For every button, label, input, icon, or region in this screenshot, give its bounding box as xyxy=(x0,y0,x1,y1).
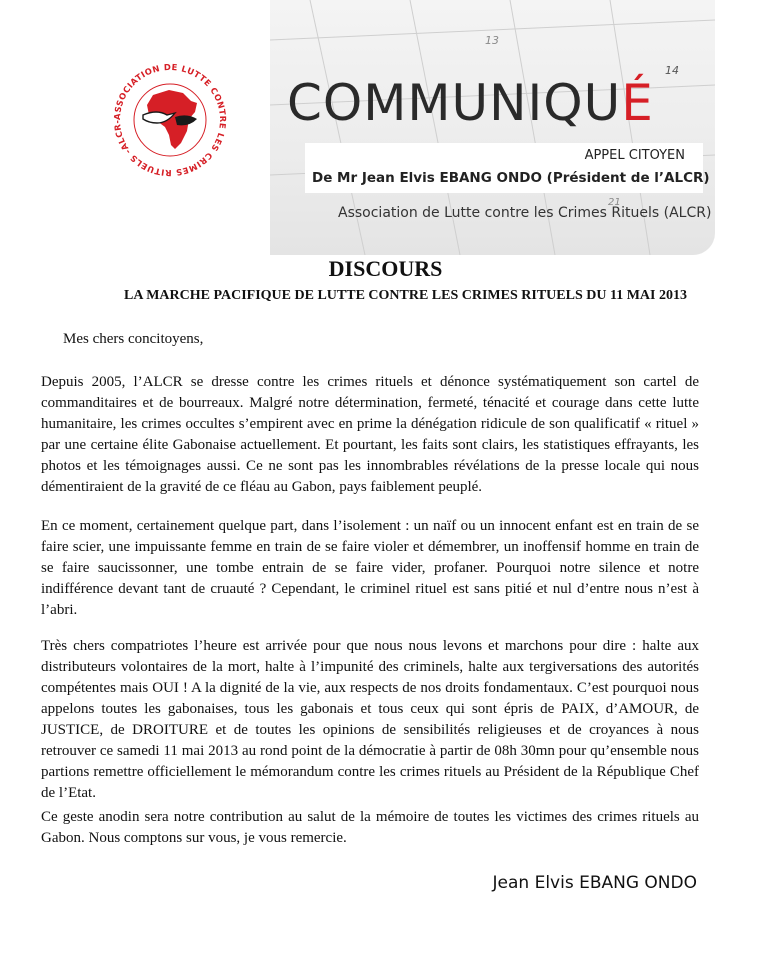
signature: Jean Elvis EBANG ONDO xyxy=(492,873,697,893)
document-subtitle: LA MARCHE PACIFIQUE DE LUTTE CONTRE LES CRIMES RITUELS DU 11 MAI 2013 xyxy=(124,288,687,303)
association-name: Association de Lutte contre les Crimes Rituels (ALCR) xyxy=(338,205,712,221)
title-main: COMMUNIQU xyxy=(287,74,622,132)
paragraph: En ce moment, certainement quelque part, dans l’isolement : un naïf ou un innocent enfant est en train de se faire scier, une impuissante femme en train de se faire violer et démembrer, un inoffensif homme en train de se faire saucissonner, une tombe entrain de se faire vider, profaner. Pourquoi notre silence et notre indifférence devant tant de cruauté ? Cependant, le criminel rituel est sans pitié et nul d’entre nous n’est à l’abri. xyxy=(41,518,699,618)
calendar-number: 14 xyxy=(665,64,679,77)
calendar-number: 21 xyxy=(608,197,621,208)
title-accent-letter: É xyxy=(621,74,654,132)
paragraph: Depuis 2005, l’ALCR se dresse contre les crimes rituels et dénonce systématiquement son cartel de commanditaires et de bourreaux. Malgré notre détermination, fermeté, ténacité et courage dans cette lutte humanitaire, les crimes occultes s’empirent avec en prime la dénégation ridicule de son qualificatif « rituel » par une certaine élite Gabonaise actuellement. Et pourtant, les faits sont clairs, les statistiques effrayants, les photos et les témoignages aussi. Ce ne sont pas les innombrables révélations de la presse locale qui nous démentiraient de la gravité de ce fléau au Gabon, pays faiblement peuplé. xyxy=(41,374,699,495)
salutation: Mes chers concitoyens, xyxy=(63,331,204,347)
document-heading: DISCOURS xyxy=(328,256,443,281)
alcr-logo xyxy=(105,55,235,185)
president-line: De Mr Jean Elvis EBANG ONDO (Président de l’ALCR) xyxy=(312,170,710,186)
logo-ring-text: ASSOCIATION DE LUTTE CONTRE LES CRIMES RITUELS -ALCR- xyxy=(111,61,229,179)
paragraph: Ce geste anodin sera notre contribution au salut de la mémoire de toutes les victimes des crimes rituels au Gabon. Nous comptons sur vous, je vous remercie. xyxy=(41,809,699,846)
appel-label: APPEL CITOYEN xyxy=(584,148,685,163)
calendar-number: 13 xyxy=(485,34,499,47)
page-title xyxy=(287,74,654,132)
paragraph: Très chers compatriotes l’heure est arrivée pour que nous nous levons et marchons pour dire : halte aux distributeurs volontaires de la mort, halte à l’impunité des criminels, halte aux tergiversations des autorités compétentes mais OUI ! A la dignité de la vie, aux respects de nos droits fondamentaux. C’est pourquoi nous appelons toutes les gabonaises, tous les gabonais et tous ceux qui sont épris de PAIX, d’AMOUR, de JUSTICE, de DROITURE et de toutes les opinions de sensibilités religieuses et de croyances à nous retrouver ce samedi 11 mai 2013 au rond point de la démocratie à partir de 08h 30mn pour qu’ensemble nous partions remettre officiellement le mémorandum contre les crimes rituels au Président de la République Chef de l’Etat. xyxy=(41,638,699,801)
